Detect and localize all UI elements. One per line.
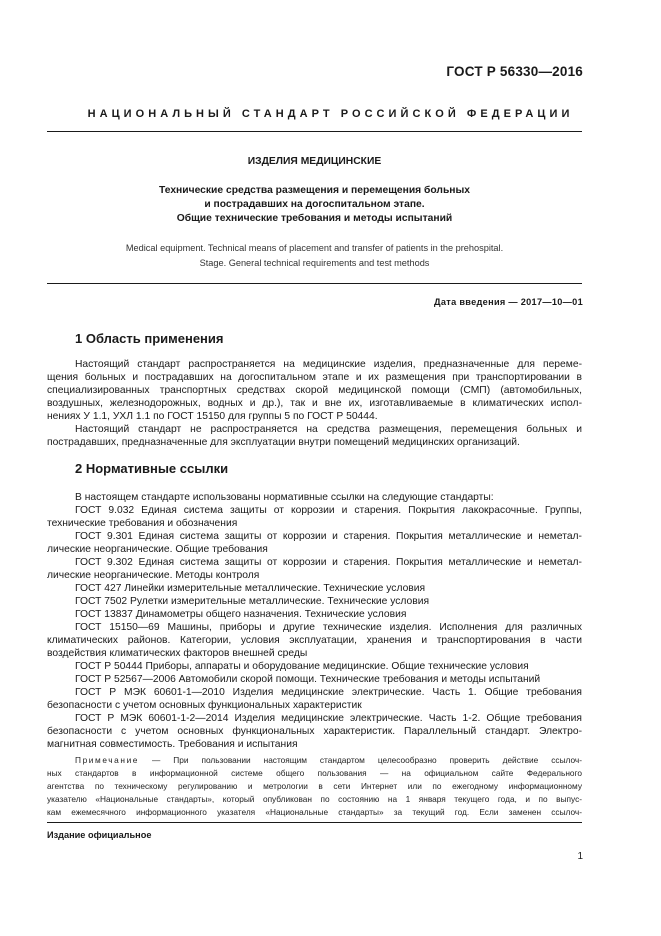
note-line: кам ежемесячного информационного указателя «Национальные стандарты» за текущий год. Если заменен ссылоч- (47, 807, 582, 817)
edition-label: Издание официальное (47, 830, 152, 840)
effective-date: Дата введения — 2017—10—01 (434, 297, 583, 307)
paragraph-line: щения больных и пострадавших на догоспитальном этапе и их размещения при транспортировании в (47, 372, 582, 383)
reference-line: ГОСТ Р 50444 Приборы, аппараты и оборудование медицинские. Общие технические условия (75, 661, 529, 672)
reference-line: ГОСТ 7502 Рулетки измерительные металлические. Технические условия (75, 596, 430, 607)
subtitle-line: и пострадавших на догоспитальном этапе. (204, 199, 425, 210)
note-text: — При пользовании настоящим стандартом целесообразно проверить действие ссылоч- (152, 755, 582, 765)
title-english (47, 241, 582, 271)
reference-line: ГОСТ 13837 Динамометры общего назначения. Технические условия (75, 609, 407, 620)
subtitle-line: Технические средства размещения и перемещения больных (158, 185, 471, 196)
note-label: Примечание (75, 755, 140, 765)
reference-line: технические требования и обозначения (47, 518, 238, 529)
reference-line: ГОСТ 9.301 Единая система защиты от коррозии и старения. Покрытия металлические и неметал- (75, 531, 582, 542)
national-standard-banner: НАЦИОНАЛЬНЫЙ СТАНДАРТ РОССИЙСКОЙ ФЕДЕРАЦИИ (87, 108, 574, 120)
reference-line: В настоящем стандарте использованы нормативные ссылки на следующие стандарты: (75, 492, 494, 503)
reference-line: ГОСТ Р 52567—2006 Автомобили скорой помощи. Технические требования и методы испытаний (75, 674, 541, 685)
paragraph-line: нениях У 1.1, УХЛ 1.1 по ГОСТ 15150 для группы 5 по ГОСТ Р 50444. (47, 411, 378, 422)
subtitle-line: Общие технические требования и методы испытаний (176, 213, 453, 224)
section-2-body (47, 491, 582, 751)
footer-divider (47, 822, 582, 823)
reference-line: безопасности с учетом основных функциональных характеристик. Параллельный стандарт. Электро- (47, 726, 582, 737)
reference-line: климатических районов. Категории, условия эксплуатации, хранения и транспортирования в части (47, 635, 582, 646)
note-line: агентства по техническому регулированию и метрологии в сети Интернет или по ежегодному информационному (47, 781, 582, 791)
title-subtitle (47, 184, 582, 226)
section-2-heading: 2 Нормативные ссылки (75, 461, 229, 476)
reference-line: ГОСТ Р МЭК 60601-1—2010 Изделия медицинские электрические. Часть 1. Общие требования (75, 687, 582, 698)
note-line: указателю «Национальные стандарты», который опубликован по состоянию на 1 января текущего года, и по выпус- (47, 794, 582, 804)
title-bottom-divider (47, 283, 582, 284)
section-1-body (47, 358, 582, 449)
reference-line: ГОСТ 15150—69 Машины, приборы и другие технические изделия. Исполнения для различных (75, 622, 582, 633)
note-line (47, 754, 582, 767)
paragraph-line: специализированных транспортных средствах скорой медицинской помощи (СМП) (автомобильных, (47, 385, 582, 396)
standard-number: ГОСТ Р 56330—2016 (446, 64, 583, 79)
reference-line: ГОСТ 427 Линейки измерительные металлические. Технические условия (75, 583, 426, 594)
english-title-line: Stage. General technical requirements and test methods (199, 258, 430, 268)
reference-line: лические неорганические. Общие требования (47, 544, 268, 555)
paragraph-line: пострадавших, предназначенные для эксплуатации внутри помещений медицинских организаций. (47, 437, 520, 448)
reference-line: ГОСТ Р МЭК 60601-1-2—2014 Изделия медицинские электрические. Часть 1-2. Общие требования (75, 713, 582, 724)
reference-line: безопасности с учетом основных функциональных характеристик (47, 700, 362, 711)
reference-line: ГОСТ 9.302 Единая система защиты от коррозии и старения. Покрытия металлические и неметал- (75, 557, 582, 568)
note-block (47, 754, 582, 819)
paragraph-line: Настоящий стандарт не распространяется на средства размещения, перемещения больных и (75, 424, 582, 435)
reference-line: лические неорганические. Методы контроля (47, 570, 260, 581)
reference-line: магнитная совместимость. Требования и испытания (47, 739, 298, 750)
english-title-line: Medical equipment. Technical means of placement and transfer of patients in the prehospital. (125, 243, 504, 253)
paragraph-line: Настоящий стандарт распространяется на медицинские изделия, предназначенные для переме- (75, 359, 582, 370)
section-1-heading: 1 Область применения (75, 331, 224, 346)
paragraph-line: воздушных, железнодорожных, водных и др.), так и вне их, изготавливаемые в климатических испол- (47, 398, 582, 409)
note-line: ных стандартов в информационной системе общего пользования — на официальном сайте Федерального (47, 768, 582, 778)
title-main: ИЗДЕЛИЯ МЕДИЦИНСКИЕ (247, 156, 382, 167)
reference-line: ГОСТ 9.032 Единая система защиты от коррозии и старения. Покрытия лакокрасочные. Группы, (75, 505, 582, 516)
reference-line: воздействия климатических факторов внешней среды (47, 648, 308, 659)
page-number: 1 (577, 851, 583, 862)
top-divider (47, 131, 582, 132)
